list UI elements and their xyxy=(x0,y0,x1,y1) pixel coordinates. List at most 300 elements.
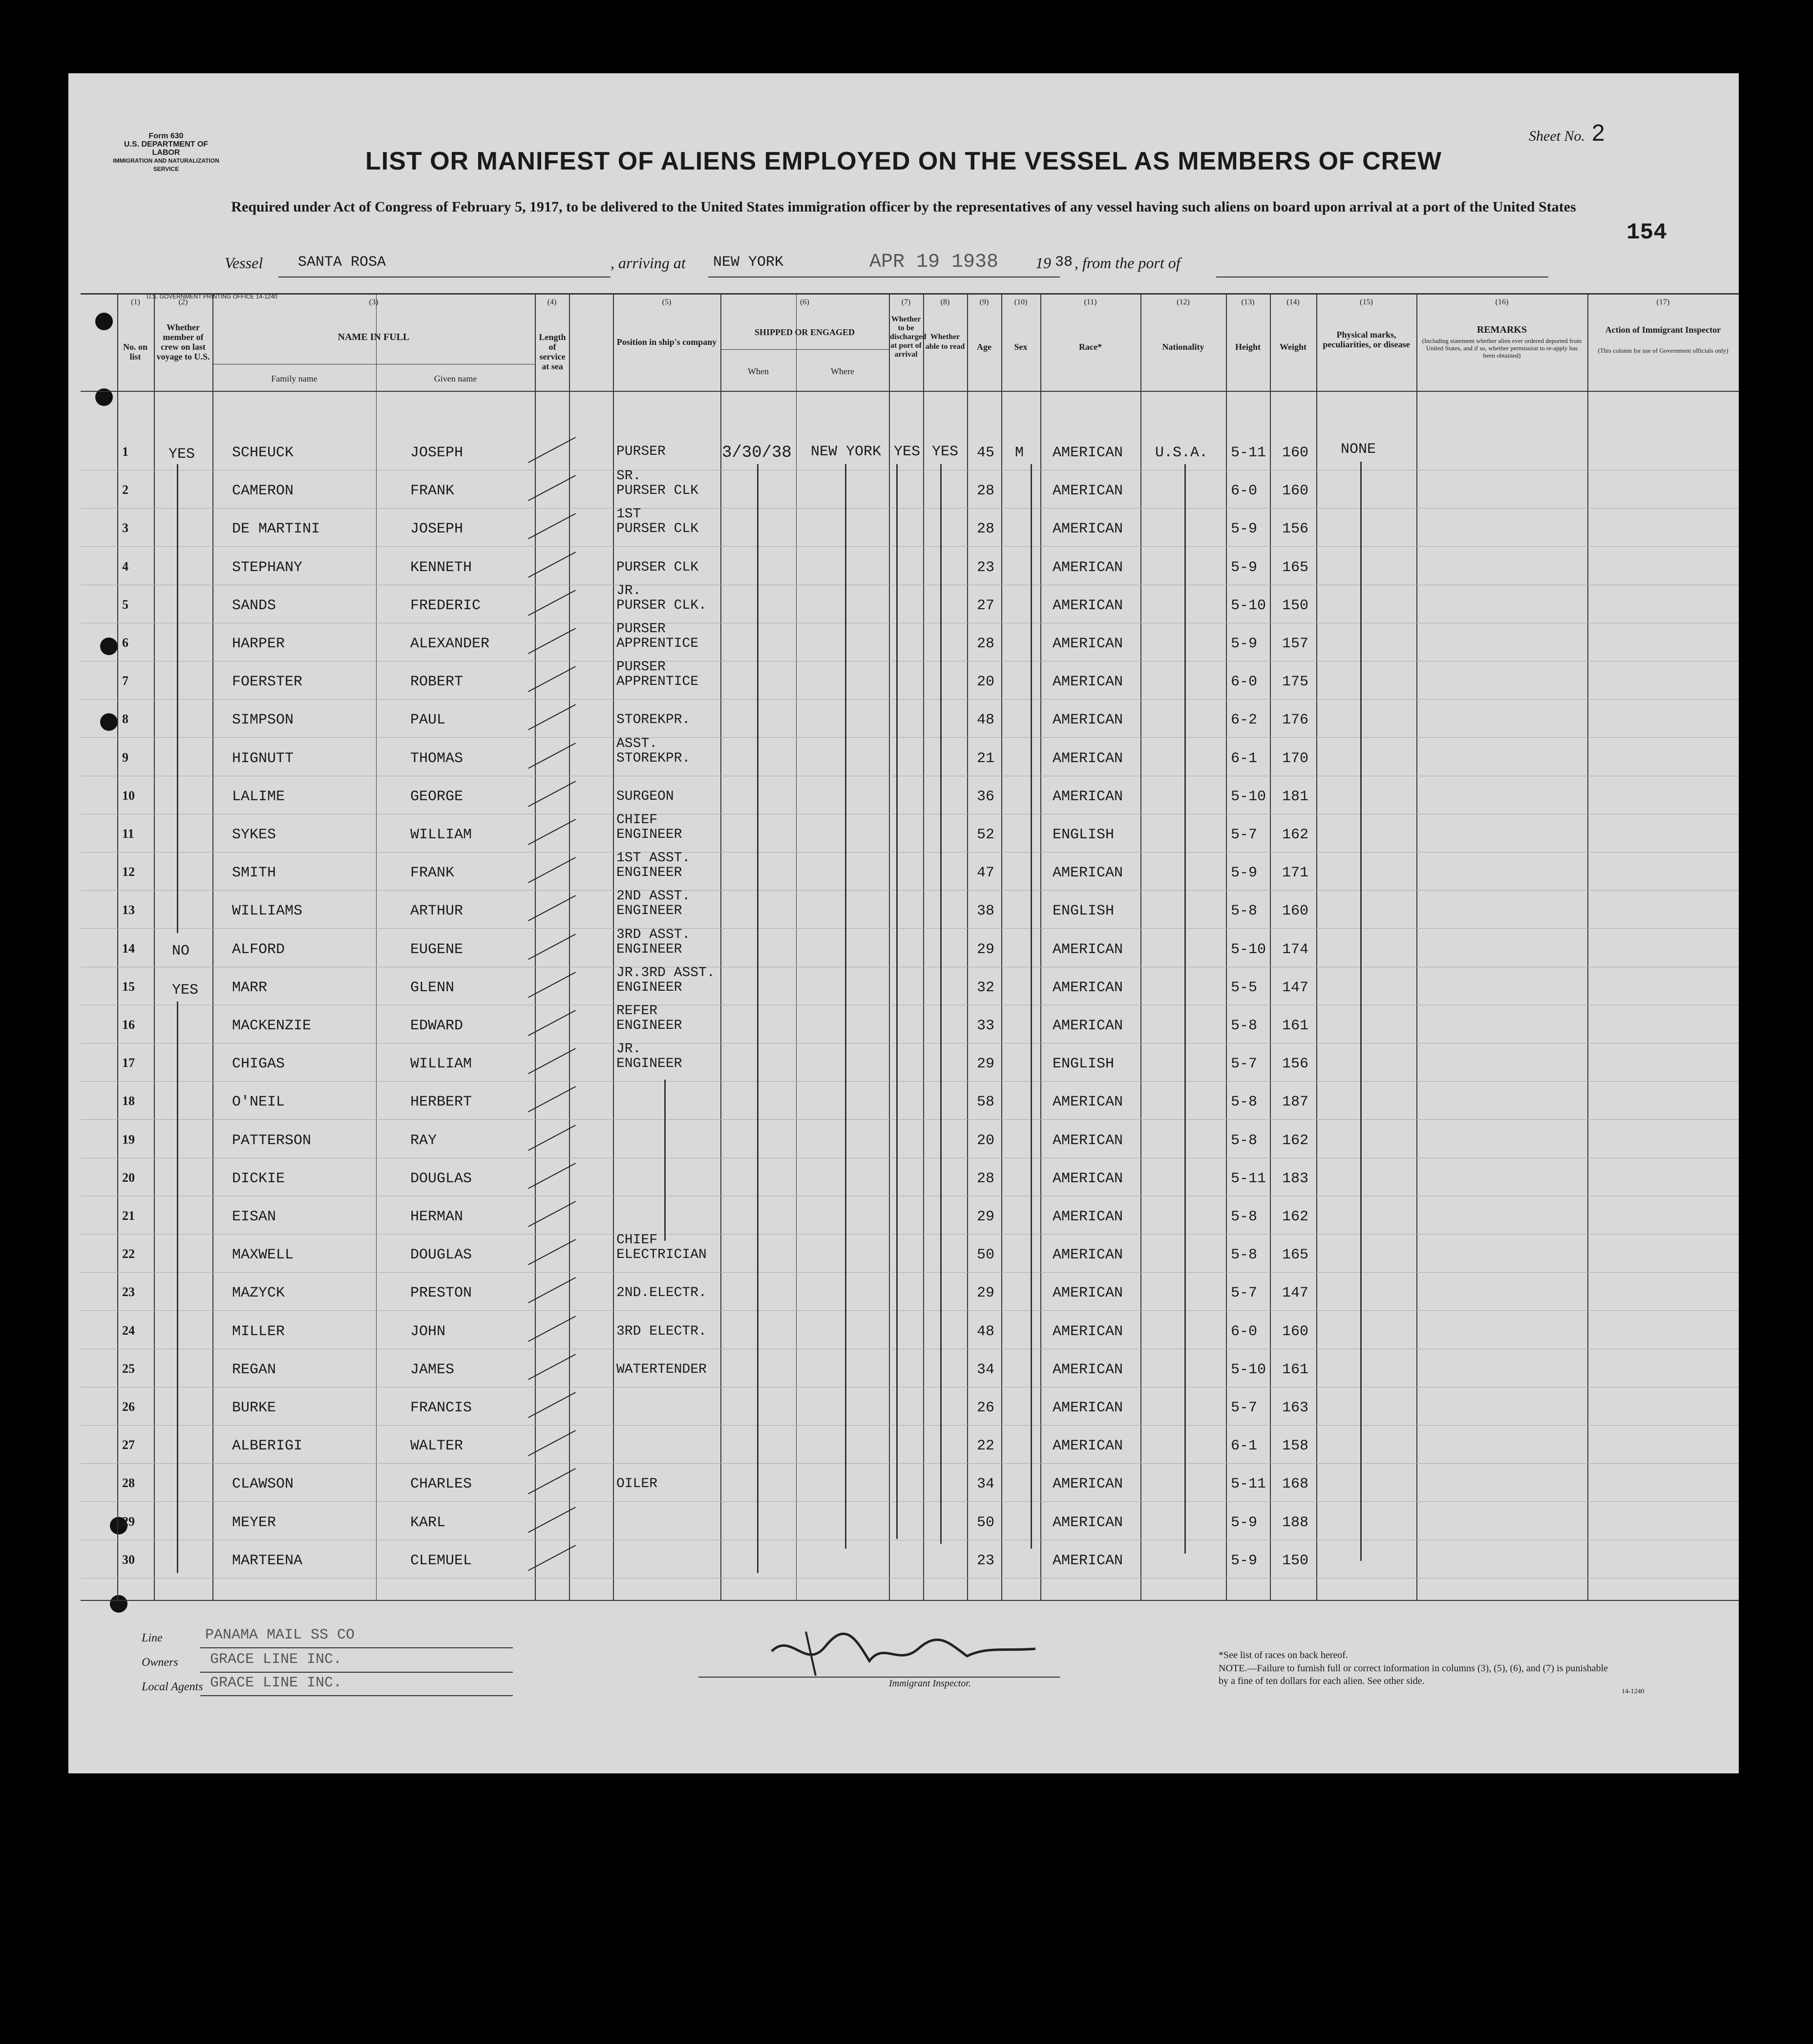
vessel-name: SANTA ROSA xyxy=(298,254,386,271)
age: 29 xyxy=(977,941,995,958)
discharged-value: YES xyxy=(894,444,921,460)
family-name: CAMERON xyxy=(232,483,294,500)
arrival-port: NEW YORK xyxy=(713,254,784,271)
family-name: SCHEUCK xyxy=(232,445,294,461)
age: 48 xyxy=(977,1323,995,1340)
race: AMERICAN xyxy=(1053,597,1123,614)
col-num-17: (17) xyxy=(1656,298,1670,306)
date-stamp: APR 19 1938 xyxy=(869,251,999,273)
nationality-value: U.S.A. xyxy=(1155,445,1208,461)
height: 5-8 xyxy=(1231,903,1258,920)
col-header-height: Height xyxy=(1235,342,1261,352)
family-name: CHIGAS xyxy=(232,1056,285,1073)
height: 5-9 xyxy=(1231,636,1258,652)
col-num-7: (7) xyxy=(901,298,911,306)
col-num-13: (13) xyxy=(1241,298,1255,306)
weight: 174 xyxy=(1282,941,1309,958)
height: 5-7 xyxy=(1231,1056,1258,1073)
row-number: 12 xyxy=(122,865,135,879)
col-header-name: NAME IN FULL xyxy=(337,332,410,342)
given-name: CLEMUEL xyxy=(410,1552,472,1569)
race: ENGLISH xyxy=(1053,1056,1115,1073)
height: 5-8 xyxy=(1231,1209,1258,1225)
last-voyage-no: NO xyxy=(172,943,190,959)
col-num-4: (4) xyxy=(547,298,557,306)
position-line-2: ENGINEER xyxy=(616,941,682,957)
given-name: DOUGLAS xyxy=(410,1170,472,1187)
row-number: 22 xyxy=(122,1247,135,1261)
last-voyage-yes-15: YES xyxy=(172,982,199,999)
age: 34 xyxy=(977,1476,995,1493)
col-header-discharged: Whether to be discharged at port of arrival xyxy=(890,315,927,359)
age: 50 xyxy=(977,1514,995,1531)
line-label: Line xyxy=(142,1632,163,1644)
position-line-2: STOREKPR. xyxy=(616,712,691,728)
family-name: ALFORD xyxy=(232,941,285,958)
age: 20 xyxy=(977,674,995,691)
agents-label: Local Agents xyxy=(142,1681,203,1693)
family-name: SYKES xyxy=(232,827,276,843)
col-header-inspector-note: (This column for use of Government officials only) xyxy=(1598,347,1729,354)
height: 6-1 xyxy=(1231,750,1258,767)
row-number: 24 xyxy=(122,1323,135,1338)
height: 5-9 xyxy=(1231,559,1258,576)
height: 5-10 xyxy=(1231,941,1266,958)
last-voyage-yes: YES xyxy=(169,446,195,463)
physical-marks-value: NONE xyxy=(1341,441,1376,458)
height: 6-0 xyxy=(1231,1323,1258,1340)
age: 28 xyxy=(977,636,995,652)
age: 23 xyxy=(977,1552,995,1569)
race: AMERICAN xyxy=(1053,674,1123,691)
height: 5-10 xyxy=(1231,597,1266,614)
given-name: RAY xyxy=(410,1132,437,1149)
age: 47 xyxy=(977,865,995,882)
weight: 181 xyxy=(1282,788,1309,805)
family-name: O'NEIL xyxy=(232,1094,285,1111)
position-line-2: ENGINEER xyxy=(616,865,682,881)
col-header-when: When xyxy=(748,366,769,376)
family-name: CLAWSON xyxy=(232,1476,294,1493)
row-number: 19 xyxy=(122,1132,135,1147)
height: 5-10 xyxy=(1231,788,1266,805)
position-line-2: PURSER CLK. xyxy=(616,597,707,613)
height: 5-8 xyxy=(1231,1132,1258,1149)
col-num-15: (15) xyxy=(1360,298,1373,306)
given-name: ROBERT xyxy=(410,674,464,691)
weight: 156 xyxy=(1282,521,1309,538)
given-name: DOUGLAS xyxy=(410,1247,472,1264)
weight: 161 xyxy=(1282,1361,1309,1378)
row-number: 23 xyxy=(122,1285,135,1299)
position-line-1: PURSER xyxy=(616,660,666,675)
row-number: 18 xyxy=(122,1094,135,1108)
family-name: MACKENZIE xyxy=(232,1018,312,1034)
height: 5-8 xyxy=(1231,1094,1258,1111)
position-line-1: 1ST xyxy=(616,507,641,522)
weight: 162 xyxy=(1282,827,1309,843)
height: 5-9 xyxy=(1231,521,1258,538)
age: 45 xyxy=(977,445,995,461)
family-name: DICKIE xyxy=(232,1170,285,1187)
height: 5-9 xyxy=(1231,1552,1258,1569)
family-name: ALBERIGI xyxy=(232,1438,303,1455)
given-name: GLENN xyxy=(410,979,455,996)
arrival-year: 38 xyxy=(1055,254,1073,271)
col-num-3: (3) xyxy=(369,298,379,306)
weight: 157 xyxy=(1282,636,1309,652)
race: AMERICAN xyxy=(1053,1438,1123,1455)
given-name: GEORGE xyxy=(410,788,464,805)
family-name: REGAN xyxy=(232,1361,276,1378)
height: 5-8 xyxy=(1231,1018,1258,1034)
given-name: WILLIAM xyxy=(410,827,472,843)
row-number: 29 xyxy=(122,1514,135,1529)
weight: 165 xyxy=(1282,559,1309,576)
position-line-2: 3RD ELECTR. xyxy=(616,1323,707,1339)
given-name: JOHN xyxy=(410,1323,446,1340)
col-header-remarks-note: (Including statement whether alien ever ordered deported from United States, and if so, whether permission to re-apply has been obtained) xyxy=(1422,337,1582,359)
race: AMERICAN xyxy=(1053,1323,1123,1340)
family-name: LALIME xyxy=(232,788,285,805)
position-line-1: JR.3RD ASST. xyxy=(616,965,715,980)
height: 6-1 xyxy=(1231,1438,1258,1455)
family-name: MAZYCK xyxy=(232,1285,285,1302)
position-line-1: 3RD ASST. xyxy=(616,927,691,942)
age: 48 xyxy=(977,712,995,729)
page-number: 154 xyxy=(1626,220,1667,245)
col-header-race: Race* xyxy=(1079,342,1102,352)
age: 58 xyxy=(977,1094,995,1111)
race: AMERICAN xyxy=(1053,1285,1123,1302)
sex-value: M xyxy=(1015,445,1024,461)
position-line-1: 2ND ASST. xyxy=(616,889,691,904)
height: 5-7 xyxy=(1231,1400,1258,1416)
height: 5-11 xyxy=(1231,1170,1266,1187)
position-line-1: ASST. xyxy=(616,736,658,751)
row-number: 10 xyxy=(122,788,135,803)
height: 5-9 xyxy=(1231,865,1258,882)
weight: 158 xyxy=(1282,1438,1309,1455)
position-line-1: JR. xyxy=(616,583,641,598)
age: 50 xyxy=(977,1247,995,1264)
col-num-6: (6) xyxy=(800,298,809,306)
row-number: 30 xyxy=(122,1552,135,1567)
race: AMERICAN xyxy=(1053,979,1123,996)
col-num-5: (5) xyxy=(662,298,672,306)
age: 52 xyxy=(977,827,995,843)
page-subtitle: Required under Act of Congress of February 5, 1917, to be delivered to the United States immigration officer by the representatives of any vessel having such aliens on board upon arrival at a port of the United States xyxy=(231,199,1576,215)
col-header-age: Age xyxy=(977,342,991,352)
position-line-1: PURSER xyxy=(616,444,666,459)
row-number: 7 xyxy=(122,674,128,688)
given-name: WALTER xyxy=(410,1438,464,1455)
age: 29 xyxy=(977,1209,995,1225)
weight: 160 xyxy=(1282,1323,1309,1340)
service-label: IMMIGRATION AND NATURALIZATION SERVICE xyxy=(113,157,219,172)
row-number: 1 xyxy=(122,445,128,459)
weight: 187 xyxy=(1282,1094,1309,1111)
row-number: 13 xyxy=(122,903,135,917)
arriving-label: , arriving at xyxy=(611,254,686,272)
col-header-weight: Weight xyxy=(1279,342,1307,352)
age: 28 xyxy=(977,521,995,538)
race: AMERICAN xyxy=(1053,636,1123,652)
family-name: HIGNUTT xyxy=(232,750,294,767)
fine-note: NOTE.—Failure to furnish full or correct information in columns (3), (5), (6), and (7) is punishable by a fine of ten dollars for each alien. See other side. xyxy=(1219,1663,1608,1686)
age: 29 xyxy=(977,1285,995,1302)
position-line-2: WATERTENDER xyxy=(616,1362,707,1377)
given-name: FRANCIS xyxy=(410,1400,472,1416)
family-name: EISAN xyxy=(232,1209,276,1225)
row-number: 26 xyxy=(122,1400,135,1414)
inspector-label: Immigrant Inspector. xyxy=(889,1678,971,1689)
printer-credit: U.S. GOVERNMENT PRINTING OFFICE 14-1240 xyxy=(147,293,277,300)
position-line-2: ENGINEER xyxy=(616,979,682,995)
race: AMERICAN xyxy=(1053,1132,1123,1149)
weight: 170 xyxy=(1282,750,1309,767)
age: 21 xyxy=(977,750,995,767)
col-num-9: (9) xyxy=(979,298,989,306)
position-line-1: JR. xyxy=(616,1042,641,1057)
col-num-12: (12) xyxy=(1177,298,1190,306)
weight: 160 xyxy=(1282,483,1309,500)
height: 5-9 xyxy=(1231,1514,1258,1531)
given-name: FREDERIC xyxy=(410,597,481,614)
given-name: HERBERT xyxy=(410,1094,472,1111)
race: AMERICAN xyxy=(1053,865,1123,882)
height: 5-10 xyxy=(1231,1361,1266,1378)
race: AMERICAN xyxy=(1053,559,1123,576)
row-number: 25 xyxy=(122,1361,135,1376)
family-name: SMITH xyxy=(232,865,276,882)
col-header-no: No. on list xyxy=(123,342,148,362)
age: 26 xyxy=(977,1400,995,1416)
age: 29 xyxy=(977,1056,995,1073)
family-name: WILLIAMS xyxy=(232,903,303,920)
family-name: MAXWELL xyxy=(232,1247,294,1264)
col-num-2: (2) xyxy=(178,298,188,306)
row-number: 2 xyxy=(122,483,128,497)
race: AMERICAN xyxy=(1053,1400,1123,1416)
col-header-position: Position in ship's company xyxy=(616,337,717,347)
row-number: 16 xyxy=(122,1018,135,1032)
position-line-2: ENGINEER xyxy=(616,903,682,919)
given-name: FRANK xyxy=(410,865,455,882)
age: 38 xyxy=(977,903,995,920)
weight: 162 xyxy=(1282,1209,1309,1225)
weight: 162 xyxy=(1282,1132,1309,1149)
department-label: U.S. DEPARTMENT OF LABOR xyxy=(124,140,209,157)
row-number: 11 xyxy=(122,827,134,841)
race: ENGLISH xyxy=(1053,903,1115,920)
weight: 147 xyxy=(1282,979,1309,996)
given-name: ALEXANDER xyxy=(410,636,490,652)
age: 28 xyxy=(977,1170,995,1187)
col-header-physical-marks: Physical marks, peculiarities, or disease xyxy=(1323,330,1410,349)
row-number: 20 xyxy=(122,1170,135,1185)
height: 6-0 xyxy=(1231,674,1258,691)
given-name: KENNETH xyxy=(410,559,472,576)
year-prefix: 19 xyxy=(1035,254,1051,272)
height: 6-2 xyxy=(1231,712,1258,729)
age: 27 xyxy=(977,597,995,614)
row-number: 27 xyxy=(122,1438,135,1452)
form-code: 14-1240 xyxy=(1622,1688,1644,1695)
col-header-sex: Sex xyxy=(1014,342,1028,352)
position-line-2: ENGINEER xyxy=(616,1056,682,1072)
weight: 168 xyxy=(1282,1476,1309,1493)
row-number: 8 xyxy=(122,712,128,726)
inspector-signature xyxy=(762,1622,1045,1681)
race: ENGLISH xyxy=(1053,827,1115,843)
row-number: 28 xyxy=(122,1476,135,1490)
position-line-2: PURSER CLK xyxy=(616,483,699,499)
weight: 176 xyxy=(1282,712,1309,729)
position-line-2: PURSER CLK xyxy=(616,521,699,537)
position-line-2: PURSER CLK xyxy=(616,559,699,575)
given-name: KARL xyxy=(410,1514,446,1531)
row-number: 5 xyxy=(122,597,128,612)
height: 5-5 xyxy=(1231,979,1258,996)
form-label: Form 630 xyxy=(148,132,184,140)
col-num-11: (11) xyxy=(1084,298,1097,306)
age: 36 xyxy=(977,788,995,805)
race: AMERICAN xyxy=(1053,1514,1123,1531)
sheet-value: 2 xyxy=(1591,120,1605,146)
row-number: 9 xyxy=(122,750,128,765)
position-line-2: ENGINEER xyxy=(616,827,682,842)
weight: 188 xyxy=(1282,1514,1309,1531)
given-name: CHARLES xyxy=(410,1476,472,1493)
col-num-16: (16) xyxy=(1495,298,1509,306)
age: 23 xyxy=(977,559,995,576)
race: AMERICAN xyxy=(1053,1018,1123,1034)
races-note: *See list of races on back hereof. xyxy=(1219,1650,1348,1661)
weight: 175 xyxy=(1282,674,1309,691)
family-name: HARPER xyxy=(232,636,285,652)
age: 22 xyxy=(977,1438,995,1455)
position-line-2: APPRENTICE xyxy=(616,636,699,651)
race: AMERICAN xyxy=(1053,788,1123,805)
row-number: 14 xyxy=(122,941,135,956)
col-header-remarks: REMARKS xyxy=(1476,324,1527,335)
crew-table xyxy=(81,293,1739,1601)
given-name: PAUL xyxy=(410,712,446,729)
race: AMERICAN xyxy=(1053,1247,1123,1264)
owners-value: GRACE LINE INC. xyxy=(210,1651,342,1668)
col-header-last-voyage: Whether member of crew on last voyage to U.S. xyxy=(156,322,210,362)
given-name: JAMES xyxy=(410,1361,455,1378)
row-number: 15 xyxy=(122,979,135,994)
col-header-given-name: Given name xyxy=(434,374,477,383)
given-name: WILLIAM xyxy=(410,1056,472,1073)
col-num-1: (1) xyxy=(131,298,140,306)
weight: 160 xyxy=(1282,445,1309,461)
col-header-shipped: SHIPPED OR ENGAGED xyxy=(754,327,855,337)
weight: 171 xyxy=(1282,865,1309,882)
age: 34 xyxy=(977,1361,995,1378)
able-to-read-value: YES xyxy=(932,444,959,460)
page-title: LIST OR MANIFEST OF ALIENS EMPLOYED ON THE VESSEL AS MEMBERS OF CREW xyxy=(365,147,1442,175)
col-header-nationality: Nationality xyxy=(1162,342,1204,352)
given-name: THOMAS xyxy=(410,750,464,767)
col-header-length-service: Length of service at sea xyxy=(539,332,566,371)
height: 5-8 xyxy=(1231,1247,1258,1264)
given-name: PRESTON xyxy=(410,1285,472,1302)
given-name: JOSEPH xyxy=(410,445,464,461)
row-number: 4 xyxy=(122,559,128,574)
family-name: STEPHANY xyxy=(232,559,303,576)
position-line-2: APPRENTICE xyxy=(616,674,699,690)
shipped-when: 3/30/38 xyxy=(722,444,792,462)
race: AMERICAN xyxy=(1053,521,1123,538)
family-name: MEYER xyxy=(232,1514,276,1531)
race: AMERICAN xyxy=(1053,1209,1123,1225)
race: AMERICAN xyxy=(1053,1361,1123,1378)
race: AMERICAN xyxy=(1053,1476,1123,1493)
given-name: EDWARD xyxy=(410,1018,464,1034)
col-header-where: Where xyxy=(831,366,854,376)
height: 5-7 xyxy=(1231,1285,1258,1302)
height: 5-7 xyxy=(1231,827,1258,843)
col-header-inspector: Action of Immigrant Inspector xyxy=(1605,325,1721,335)
family-name: PATTERSON xyxy=(232,1132,312,1149)
race: AMERICAN xyxy=(1053,445,1123,461)
weight: 147 xyxy=(1282,1285,1309,1302)
age: 32 xyxy=(977,979,995,996)
line-value: PANAMA MAIL SS CO xyxy=(205,1627,355,1643)
position-line-2: 2ND.ELECTR. xyxy=(616,1285,707,1301)
position-line-1: PURSER xyxy=(616,621,666,637)
race: AMERICAN xyxy=(1053,1170,1123,1187)
family-name: SANDS xyxy=(232,597,276,614)
family-name: BURKE xyxy=(232,1400,276,1416)
race: AMERICAN xyxy=(1053,1552,1123,1569)
race: AMERICAN xyxy=(1053,1094,1123,1111)
row-number: 17 xyxy=(122,1056,135,1070)
position-line-2: ENGINEER xyxy=(616,1018,682,1033)
position-line-1: CHIEF xyxy=(616,1233,658,1248)
family-name: MARTEENA xyxy=(232,1552,303,1569)
weight: 160 xyxy=(1282,903,1309,920)
weight: 150 xyxy=(1282,1552,1309,1569)
position-line-2: SURGEON xyxy=(616,788,674,804)
weight: 161 xyxy=(1282,1018,1309,1034)
race: AMERICAN xyxy=(1053,712,1123,729)
col-header-family-name: Family name xyxy=(271,374,317,383)
height: 6-0 xyxy=(1231,483,1258,500)
family-name: DE MARTINI xyxy=(232,521,320,538)
race: AMERICAN xyxy=(1053,750,1123,767)
col-num-8: (8) xyxy=(940,298,950,306)
given-name: JOSEPH xyxy=(410,521,464,538)
row-number: 6 xyxy=(122,636,128,650)
vessel-label: Vessel xyxy=(225,254,263,272)
row-number: 21 xyxy=(122,1209,135,1223)
age: 20 xyxy=(977,1132,995,1149)
col-num-14: (14) xyxy=(1286,298,1300,306)
family-name: MILLER xyxy=(232,1323,285,1340)
position-line-1: CHIEF xyxy=(616,812,658,828)
weight: 156 xyxy=(1282,1056,1309,1073)
given-name: EUGENE xyxy=(410,941,464,958)
position-line-2: STOREKPR. xyxy=(616,750,691,766)
family-name: FOERSTER xyxy=(232,674,303,691)
col-num-10: (10) xyxy=(1014,298,1028,306)
weight: 165 xyxy=(1282,1247,1309,1264)
age: 33 xyxy=(977,1018,995,1034)
